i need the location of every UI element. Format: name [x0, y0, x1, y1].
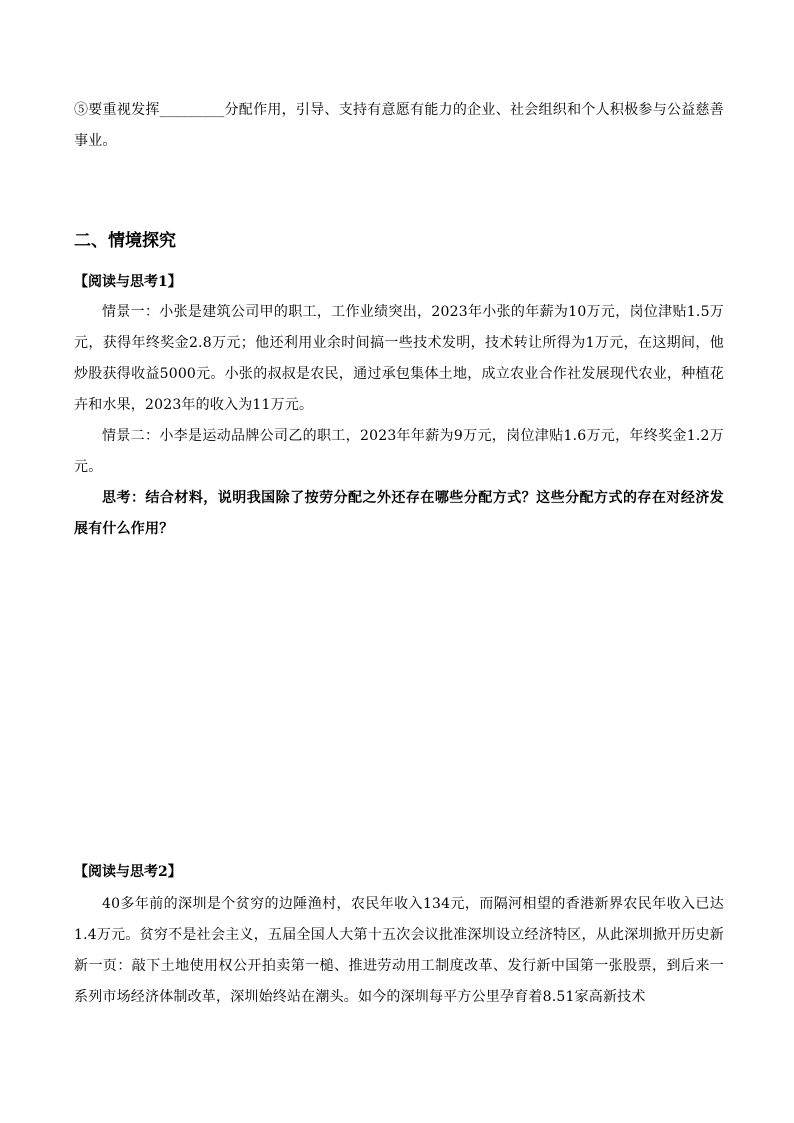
question-paragraph: 思考：结合材料，说明我国除了按劳分配之外还存在哪些分配方式？这些分配方式的存在对经济发展有什么作用？ [74, 490, 724, 537]
item-5-text-after: 分配作用，引导、支持有意愿有能力的企业、社会组织和个人积极参与公益慈善事业。 [74, 102, 724, 149]
scenario-2-paragraph: 情景二：小李是运动品牌公司乙的职工，2023年年薪为9万元，岗位津贴1.6万元，年终奖金1.2万元。 [74, 428, 724, 475]
reading-label-1: 【阅读与思考1】 [74, 274, 182, 290]
item-5-paragraph [74, 95, 724, 157]
section-heading: 二、情境探究 [74, 231, 176, 251]
reading-2-paragraph: 40多年前的深圳是个贫穷的边陲渔村，农民年收入134元，而隔河相望的香港新界农民年收入已达1.4万元。贫穷不是社会主义，五届全国人大第十五次会议批准深圳设立经济特区，从此深圳掀开历史新新一页：敲下土地使用权公开拍卖第一槌、推进劳动用工制度改革、发行新中国第一张股票，到后来一系列市场经济体制改革，深圳始终站在潮头。如今的深圳每平方公里孕育着8.51家高新技术 [74, 896, 724, 1005]
reading-label-2: 【阅读与思考2】 [74, 864, 182, 880]
scenario-1-paragraph: 情景一：小张是建筑公司甲的职工，工作业绩突出，2023年小张的年薪为10万元，岗位津贴1.5万元，获得年终奖金2.8万元；他还利用业余时间搞一些技术发明，技术转让所得为1万元，在这期间，他炒股获得收益5000元。小张的叔叔是农民，通过承包集体土地，成立农业合作社发展现代农业，种植花卉和水果，2023年的收入为11万元。 [74, 304, 724, 413]
fill-in-blank[interactable]: _________ [159, 102, 225, 118]
item-5-text-before: ⑤要重视发挥 [74, 102, 160, 118]
